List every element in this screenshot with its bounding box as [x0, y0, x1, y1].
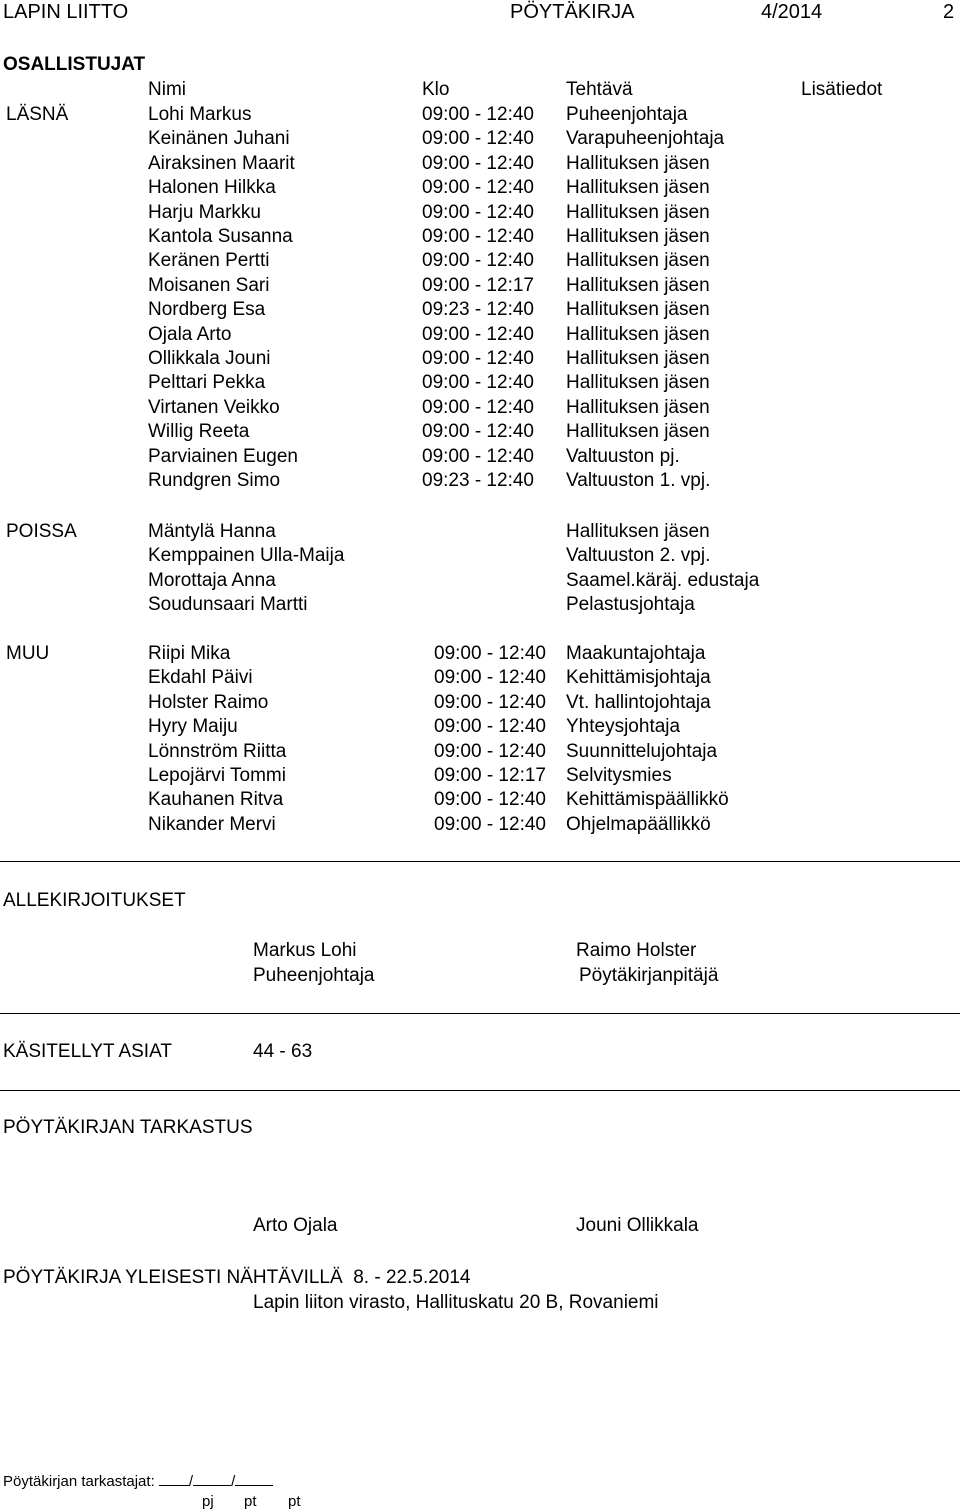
participant-role: Hallituksen jäsen — [566, 274, 710, 296]
participant-name: Soudunsaari Martti — [148, 594, 308, 616]
display-title — [3, 1266, 471, 1290]
participant-role: Puheenjohtaja — [566, 104, 688, 125]
participant-role: Hallituksen jäsen — [566, 348, 710, 369]
participant-time: 09:00 - 12:40 — [422, 445, 534, 467]
participant-time: 09:00 - 12:40 — [422, 201, 534, 223]
present-label: LÄSNÄ — [6, 104, 69, 125]
participant-name: Holster Raimo — [148, 691, 269, 713]
initial-blank-3 — [235, 1471, 273, 1486]
participant-time: 09:00 - 12:40 — [422, 348, 534, 369]
display-place: Lapin liiton virasto, Hallituskatu 20 B, Rovaniemi — [253, 1292, 659, 1313]
col-header-time: Klo — [422, 79, 450, 100]
participant-role: Ohjelmapäällikkö — [566, 813, 711, 835]
col-header-name: Nimi — [148, 79, 186, 100]
participant-time: 09:23 - 12:40 — [422, 299, 534, 321]
reviewer-right-name: Jouni Ollikkala — [576, 1215, 699, 1236]
participant-role: Hallituksen jäsen — [566, 299, 710, 321]
footer-sub-pj: pj — [202, 1493, 214, 1510]
participant-time: 09:00 - 12:40 — [422, 128, 534, 150]
participant-time: 09:00 - 12:40 — [434, 740, 546, 762]
participant-name: Airaksinen Maarit — [148, 152, 295, 174]
divider — [0, 1090, 960, 1091]
participant-role: Maakuntajohtaja — [566, 643, 706, 664]
participant-name: Pelttari Pekka — [148, 372, 266, 394]
other-label: MUU — [6, 643, 50, 664]
footer-label: Pöytäkirjan tarkastajat: — [3, 1473, 155, 1490]
participant-time: 09:00 - 12:40 — [434, 716, 546, 738]
participant-time: 09:00 - 12:17 — [434, 765, 546, 786]
participant-role: Valtuuston pj. — [566, 445, 680, 467]
col-header-role: Tehtävä — [566, 79, 633, 100]
participant-time: 09:00 - 12:40 — [422, 323, 534, 345]
page-number: 2 — [943, 1, 955, 23]
participant-role: Yhteysjohtaja — [566, 716, 681, 738]
participant-role: Pelastusjohtaja — [566, 594, 695, 616]
divider — [0, 1013, 960, 1014]
participant-name: Ojala Arto — [148, 323, 232, 345]
footer-sep: / — [188, 1473, 194, 1490]
footer-reviewers — [3, 1471, 273, 1491]
participant-role: Saamel.käräj. edustaja — [566, 569, 760, 591]
items-value: 44 - 63 — [253, 1041, 313, 1062]
participant-role: Hallituksen jäsen — [566, 396, 710, 418]
footer-sep: / — [231, 1473, 236, 1490]
participant-role: Hallituksen jäsen — [566, 421, 710, 443]
participant-name: Ollikkala Jouni — [148, 348, 271, 369]
participant-role: Hallituksen jäsen — [566, 521, 710, 542]
participant-time: 09:00 - 12:40 — [434, 691, 546, 713]
participant-name: Lepojärvi Tommi — [148, 765, 286, 786]
participant-time: 09:00 - 12:40 — [422, 104, 534, 125]
participant-time: 09:00 - 12:40 — [422, 152, 534, 174]
participant-role: Kehittämisjohtaja — [566, 667, 711, 689]
participant-time: 09:00 - 12:17 — [422, 274, 534, 296]
participant-name: Nordberg Esa — [148, 299, 266, 321]
absent-label: POISSA — [6, 521, 77, 542]
participant-role: Hallituksen jäsen — [566, 152, 710, 174]
display-title-text: PÖYTÄKIRJA YLEISESTI NÄHTÄVILLÄ — [3, 1267, 343, 1288]
participant-role: Hallituksen jäsen — [566, 226, 710, 247]
participant-role: Hallituksen jäsen — [566, 177, 710, 199]
participant-role: Kehittämispäällikkö — [566, 789, 729, 811]
participant-name: Harju Markku — [148, 201, 261, 223]
participant-time: 09:00 - 12:40 — [422, 421, 534, 443]
participant-role: Valtuuston 1. vpj. — [566, 470, 711, 491]
participant-role: Selvitysmies — [566, 765, 672, 786]
participant-time: 09:00 - 12:40 — [434, 789, 546, 811]
participant-name: Riipi Mika — [148, 643, 231, 664]
participant-name: Ekdahl Päivi — [148, 667, 253, 689]
participant-name: Kauhanen Ritva — [148, 789, 284, 811]
participant-time: 09:00 - 12:40 — [434, 667, 546, 689]
reviewer-left-name: Arto Ojala — [253, 1215, 338, 1236]
participant-name: Nikander Mervi — [148, 813, 276, 835]
divider — [0, 861, 960, 862]
participant-time: 09:00 - 12:40 — [422, 372, 534, 394]
items-title: KÄSITELLYT ASIAT — [3, 1041, 172, 1062]
participant-time: 09:23 - 12:40 — [422, 470, 534, 491]
participant-name: Halonen Hilkka — [148, 177, 276, 199]
footer-sub-pt: pt — [244, 1493, 257, 1510]
signatures-title: ALLEKIRJOITUKSET — [3, 890, 186, 911]
participant-name: Morottaja Anna — [148, 569, 276, 591]
participant-name: Rundgren Simo — [148, 470, 281, 491]
participant-role: Vt. hallintojohtaja — [566, 691, 711, 713]
initial-blank-1 — [159, 1471, 189, 1486]
participant-role: Valtuuston 2. vpj. — [566, 545, 711, 567]
display-dates: 8. - 22.5.2014 — [353, 1267, 471, 1288]
participant-name: Moisanen Sari — [148, 274, 270, 296]
participant-time: 09:00 - 12:40 — [422, 177, 534, 199]
footer-sub-pt: pt — [288, 1493, 301, 1510]
participant-role: Hallituksen jäsen — [566, 250, 710, 272]
participant-name: Lönnström Riitta — [148, 740, 287, 762]
participant-name: Mäntylä Hanna — [148, 521, 276, 542]
participant-name: Kantola Susanna — [148, 226, 293, 247]
participant-role: Hallituksen jäsen — [566, 323, 710, 345]
participant-role: Varapuheenjohtaja — [566, 128, 725, 150]
signer-right-name: Raimo Holster — [576, 940, 697, 961]
col-header-info: Lisätiedot — [801, 79, 883, 100]
org-name: LAPIN LIITTO — [3, 1, 129, 23]
participants-title: OSALLISTUJAT — [3, 54, 146, 75]
signer-left-role: Puheenjohtaja — [253, 965, 375, 986]
participant-time: 09:00 - 12:40 — [434, 643, 546, 664]
participant-name: Willig Reeta — [148, 421, 250, 443]
participant-name: Virtanen Veikko — [148, 396, 280, 418]
participant-role: Hallituksen jäsen — [566, 201, 710, 223]
participant-name: Parviainen Eugen — [148, 445, 298, 467]
participant-role: Suunnittelujohtaja — [566, 740, 718, 762]
participant-name: Keränen Pertti — [148, 250, 270, 272]
participant-time: 09:00 - 12:40 — [422, 396, 534, 418]
initial-blank-2 — [193, 1471, 231, 1486]
participant-time: 09:00 - 12:40 — [422, 226, 534, 247]
doc-number: 4/2014 — [761, 1, 823, 23]
participant-time: 09:00 - 12:40 — [422, 250, 534, 272]
participant-name: Lohi Markus — [148, 104, 252, 125]
signer-right-role: Pöytäkirjanpitäjä — [579, 965, 719, 986]
participant-name: Keinänen Juhani — [148, 128, 290, 150]
participant-time: 09:00 - 12:40 — [434, 813, 546, 835]
participant-name: Kemppainen Ulla-Maija — [148, 545, 345, 567]
participant-role: Hallituksen jäsen — [566, 372, 710, 394]
review-title: PÖYTÄKIRJAN TARKASTUS — [3, 1117, 253, 1138]
participant-name: Hyry Maiju — [148, 716, 238, 738]
doc-type: PÖYTÄKIRJA — [510, 1, 635, 23]
signer-left-name: Markus Lohi — [253, 940, 357, 961]
